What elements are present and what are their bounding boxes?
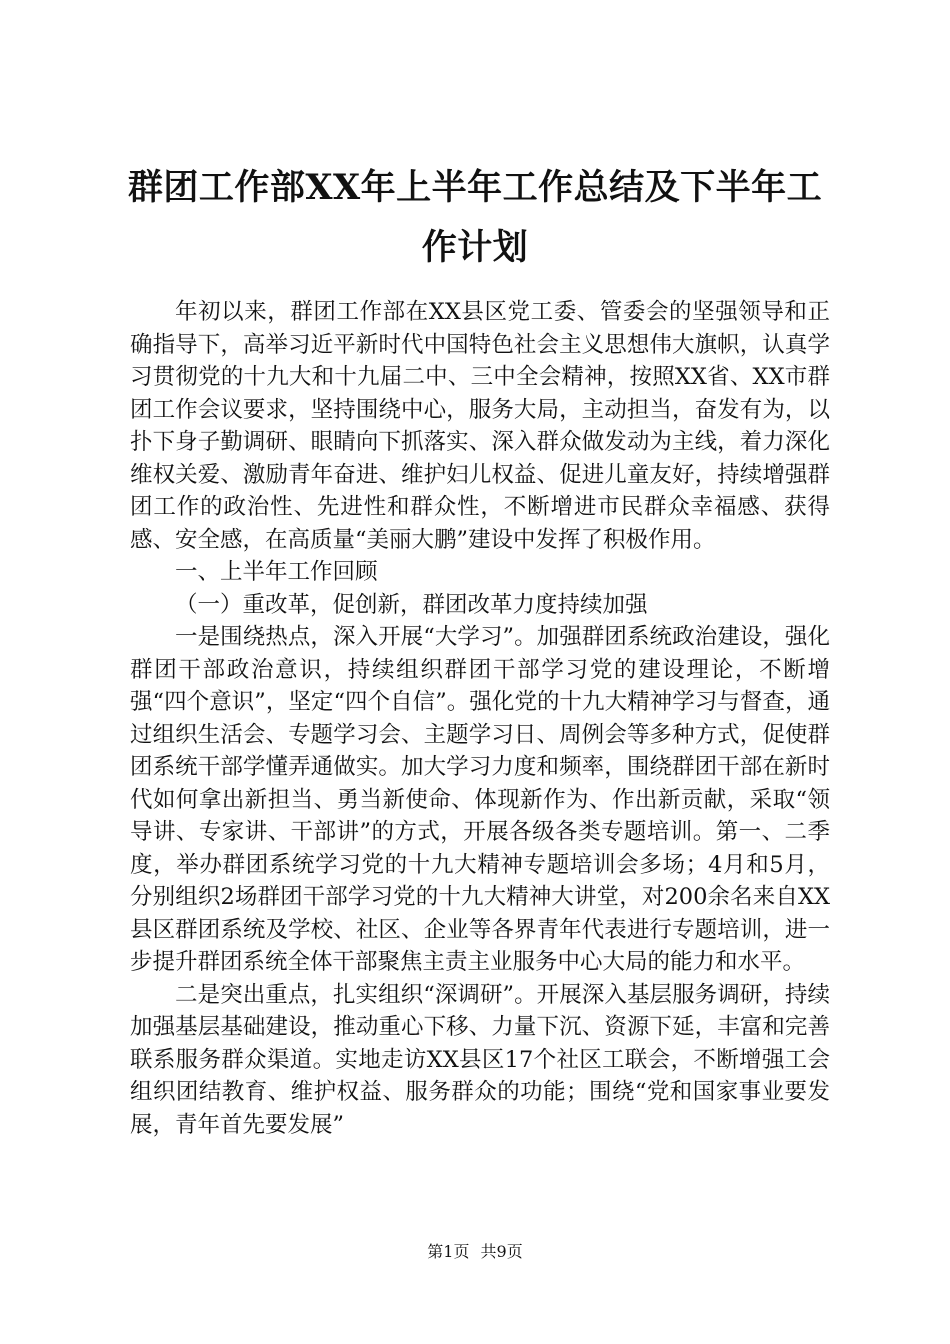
paragraph-research: 二是突出重点，扎实组织“深调研”。开展深入基层服务调研，持续加强基层基础建设，推动重心下移、力量下沉、资源下延，丰富和完善联系服务群众渠道。实地走访XX县区17个社区工联会，不断增强工会组织团结教育、维护权益、服务群众的功能；围绕“党和国家事业要发展，青年首先要发展” bbox=[130, 981, 830, 1138]
subsection-heading: （一）重改革，促创新，群团改革力度持续加强 bbox=[175, 591, 648, 618]
paragraph-intro: 年初以来，群团工作部在XX县区党工委、管委会的坚强领导和正确指导下，高举习近平新时代中国特色社会主义思想伟大旗帜，认真学习贯彻党的十九大和十九届二中、三中全会精神，按照XX省、XX市群团工作会议要求，坚持围绕中心，服务大局，主动担当，奋发有为，以扑下身子勤调研、眼睛向下抓落实、深入群众做发动为主线，着力深化维权关爱、激励青年奋进、维护妇儿权益、促进儿童友好，持续增强群团工作的政治性、先进性和群众性，不断增进市民群众幸福感、获得感、安全感，在高质量“美丽大鹏”建设中发挥了积极作用。 bbox=[130, 299, 830, 553]
document-title: 群团工作部XX年上半年工作总结及下半年工作计划 bbox=[127, 167, 823, 268]
paragraph-study: 一是围绕热点，深入开展“大学习”。加强群团系统政治建设，强化群团干部政治意识，持续组织群团干部学习党的建设理论，不断增强“四个意识”，坚定“四个自信”。强化党的十九大精神学习与督查，通过组织生活会、专题学习会、主题学习日、周例会等多种方式，促使群团系统干部学懂弄通做实。加大学习力度和频率，围绕群团干部在新时代如何拿出新担当、勇当新使命、体现新作为、作出新贡献，采取“领导讲、专家讲、干部讲”的方式，开展各级各类专题培训。第一、二季度，举办群团系统学习党的十九大精神专题培训会多场；4月和5月，分别组织2场群团干部学习党的十九大精神大讲堂，对200余名来自XX县区群团系统及学校、社区、企业等各界青年代表进行专题培训，进一步提升群团系统全体干部聚焦主责主业服务中心大局的能力和水平。 bbox=[130, 624, 830, 975]
page-footer: 第1页 共9页 bbox=[427, 1242, 523, 1261]
document-body bbox=[130, 296, 830, 1141]
section-heading: 一、上半年工作回顾 bbox=[175, 559, 378, 585]
